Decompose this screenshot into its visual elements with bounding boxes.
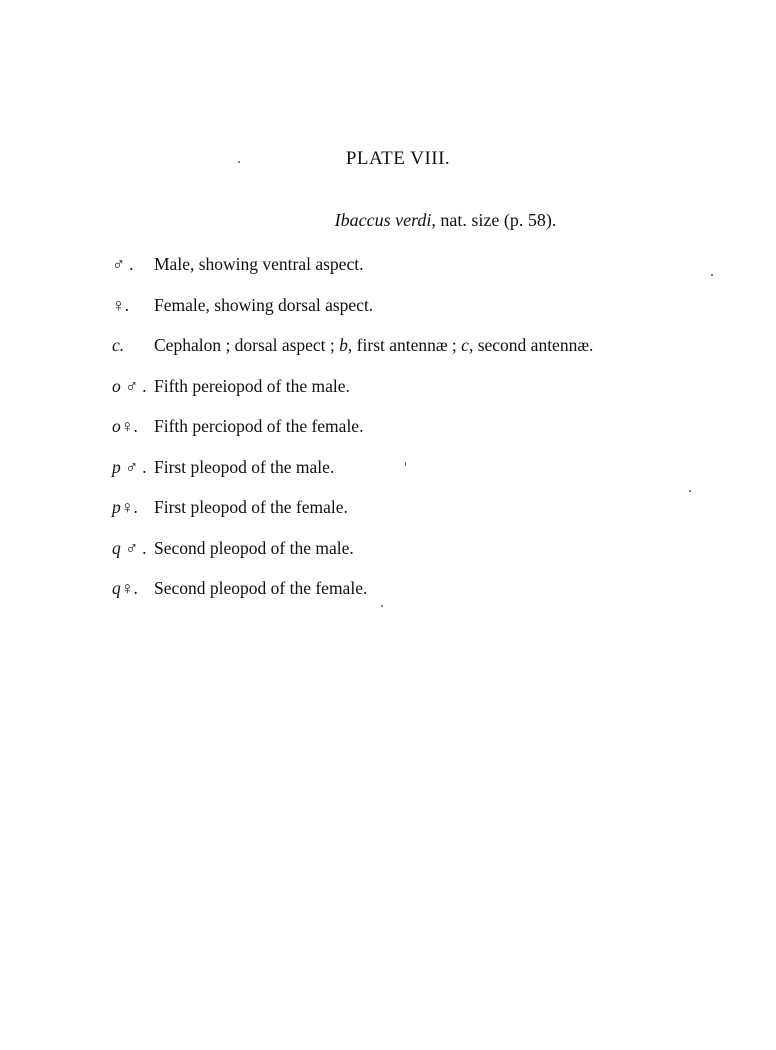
print-speck [381,605,383,607]
legend-text: Second pleopod of the male. [154,537,354,558]
legend-label: o ♂ . [112,375,147,396]
species-name: Ibaccus verdi [334,210,432,230]
legend-text-part: , first antennæ ; [347,335,462,355]
legend-entry-q-female [112,574,732,615]
legend-label: q ♂ . [112,537,147,558]
legend-text [154,331,593,359]
legend-label: ♀. [112,294,130,315]
figure-legend [112,250,732,615]
legend-entry-o-female [112,412,732,453]
legend-text: Male, showing ventral aspect. [154,254,364,274]
legend-entry-p-female [112,493,732,534]
legend-entry-p-male [112,453,732,494]
print-speck [689,490,691,492]
legend-text: Fifth perciopod of the female. [154,416,364,436]
legend-text-part: Cephalon ; dorsal aspect ; [154,335,340,355]
legend-label: c. [112,335,125,355]
legend-text: Second pleopod of the female. [154,578,368,598]
print-speck [238,161,240,163]
legend-text-letter: c [461,335,469,355]
legend-text: First pleopod of the male. [154,456,335,477]
legend-entry-o-male [112,372,732,413]
legend-label: o♀. [112,416,139,436]
print-speck [711,274,713,276]
legend-entry-female [112,291,732,332]
legend-label: p ♂ . [112,456,147,477]
legend-entry-q-male [112,534,732,575]
legend-text-letter: b [339,335,348,355]
legend-label: p♀. [112,497,139,517]
plate-subtitle [0,210,776,231]
plate-title: PLATE VIII. [345,148,451,169]
legend-text: First pleopod of the female. [154,497,348,517]
legend-text: Fifth pereiopod of the male. [154,375,350,396]
legend-label: q♀. [112,578,139,598]
legend-entry-cephalon [112,331,732,372]
legend-label: ♂ . [112,254,134,274]
legend-entry-male [112,250,732,291]
species-caption: , nat. size (p. 58). [431,210,557,230]
legend-text: Female, showing dorsal aspect. [154,294,374,315]
print-speck [405,462,406,466]
legend-text-part: , second antennæ. [468,335,594,355]
